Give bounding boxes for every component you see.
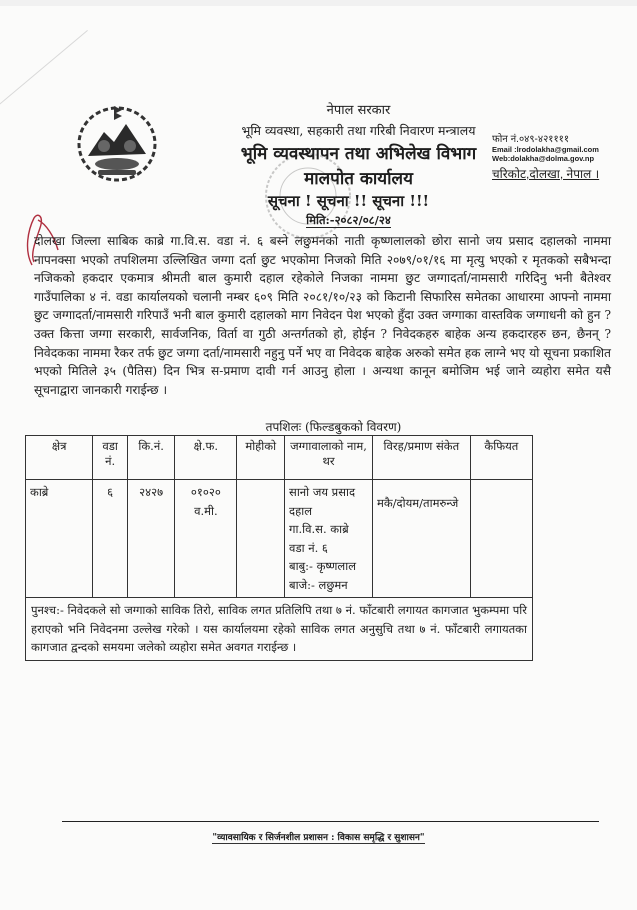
contact-phone: फोन नं.०४९-४२११११ (492, 134, 570, 145)
cell-owner (285, 480, 373, 598)
contact-block (492, 131, 599, 182)
fieldbook-table (25, 435, 533, 661)
notice-body: दोलखा जिल्ला साबिक काब्रे गा.वि.स. वडा नं. ६ बस्ने लछुमनको नाती कृष्णलालको छोरा सानो जय प्रसाद दहालको नाममा नापनक्सा भएको तपशिलमा उल्लिखित जग्गा दर्ता छुट भएकोमा निजको मिति २०७९/०१/१६ मा मृत्यु भएको र मृतकको सबैभन्दा नजिकको हकदार एकमात्र श्रीमती बाल कुमारी दहाल रहेकोले निजका नाममा छुट जग्गादर्ता/नामसारी गरिदिनु भनी बैतेश्वर गाउँपालिका ४ नं. वडा कार्यालयको चलानी नम्बर ६०९ मिति २०८१/१०/२३ को किटानी सिफारिस समेतका आधारमा आफ्नो नाममा छुट जग्गादर्ता/नामसारी गरिपाउँ भनी बाल कुमारी दहालको माग निवेदन पेश भएको हुँदा उक्त जग्गाका वास्तविक जग्गाधनी को हुन ? उक्त कित्ता जग्गा सरकारी, सार्वजनिक, विर्ता वा गुठी अन्तर्गतको हो, होईन ? निवेदकहरु बाहेक अन्य हकदारहरु छन, छैनन् ? निवेदकका नाममा रैकर तर्फ छुट जग्गा दर्ता/नामसारी नहुनु पर्ने भए वा निवेदक बाहेक अरुको समेत हक लाग्ने भए यो सूचना प्रकाशित भएको मितिले ३५ (पैतिस) दिन भित्र स-प्रमाण दावी गर्न आउनु होला । अन्यथा कानून बमोजिम भई जाने व्यहोरा समेत यसै सूचनाद्वारा जानकारी गराईन्छ । (34, 234, 611, 397)
notice-date (30, 213, 637, 228)
cell-remarks (470, 480, 532, 598)
header-area: क्षेत्र (26, 436, 93, 480)
cell-code: मकै/दोयम/तामरुन्जे (372, 480, 470, 598)
table-note: पुनश्च:- निवेदकले सो जग्गाको साविक तिरो, साविक लगत प्रतिलिपि तथा ७ नं. फाँटबारी लगायत कागजात भुकम्पमा परि हराएको भनि निवेदनमा उल्लेख गरेको । यस कार्यालयमा रहेको साविक लगत अनुसुचि तथा ७ नं. फाँटबारी लगायतका कागजात द्वन्दको समयमा जलेको व्यहोरा समेत अवगत गराईन्छ । (26, 598, 533, 661)
page-edge (0, 0, 637, 6)
owner-line: सानो जय प्रसाद दहाल (289, 485, 356, 518)
cell-size (175, 480, 237, 598)
department-name: भूमि व्यवस्थापन तथा अभिलेख विभाग (240, 144, 477, 164)
contact-email: Email :lrodolakha@gmail.com (492, 145, 599, 154)
contact-address: चरिकोट,दोलखा, नेपाल । (492, 167, 600, 181)
footer-slogan-text: "व्यावसायिक र सिर्जनशील प्रशासन : विकास समृद्धि र सुशासन" (212, 833, 425, 843)
cell-ward: ६ (93, 480, 128, 598)
owner-line: गा.वि.स. काब्रे (289, 522, 349, 536)
header-owner: जग्गावालाको नाम, थर (285, 436, 373, 480)
header-kitta: कि.नं. (127, 436, 174, 480)
header-code: विरह/प्रमाण संकेत (372, 436, 470, 480)
table-row (26, 480, 533, 598)
header-size: क्षे.फ. (175, 436, 237, 480)
header-remarks: कैफियत (470, 436, 532, 480)
notice-title: सूचना ! सूचना !! सूचना !!! (267, 192, 430, 210)
table-caption: तपशिलः (फिल्डबुकको विवरण) (265, 420, 402, 434)
cell-area: काब्रे (26, 480, 93, 598)
office-name: मालपोत कार्यालय (304, 169, 413, 189)
footer-divider (62, 821, 599, 822)
table-header-row (26, 436, 533, 480)
owner-line: बाजे:- लछुमन (289, 577, 348, 592)
contact-website: Web:dolakha@dolma.gov.np (492, 154, 595, 163)
owner-line: वडा नं. ६ (289, 540, 328, 555)
owner-line: बाबु:- कृष्णलाल (289, 559, 356, 573)
ministry-name: भूमि व्यवस्था, सहकारी तथा गरिबी निवारण मन्त्रालय (241, 123, 476, 138)
header-ward: वडा नं. (93, 436, 128, 480)
cell-tenant (237, 480, 285, 598)
table-note-row (26, 598, 533, 661)
cell-size-unit: व.मी. (194, 503, 218, 518)
cell-kitta: २४२७ (127, 480, 174, 598)
footer-slogan (0, 830, 637, 843)
header-tenant: मोहीको (237, 436, 285, 480)
notice-date-text: मिति:-२०८२/०८/२४ (306, 213, 391, 227)
cell-size-value: ०१०२० (190, 485, 221, 499)
government-name: नेपाल सरकार (326, 103, 391, 118)
